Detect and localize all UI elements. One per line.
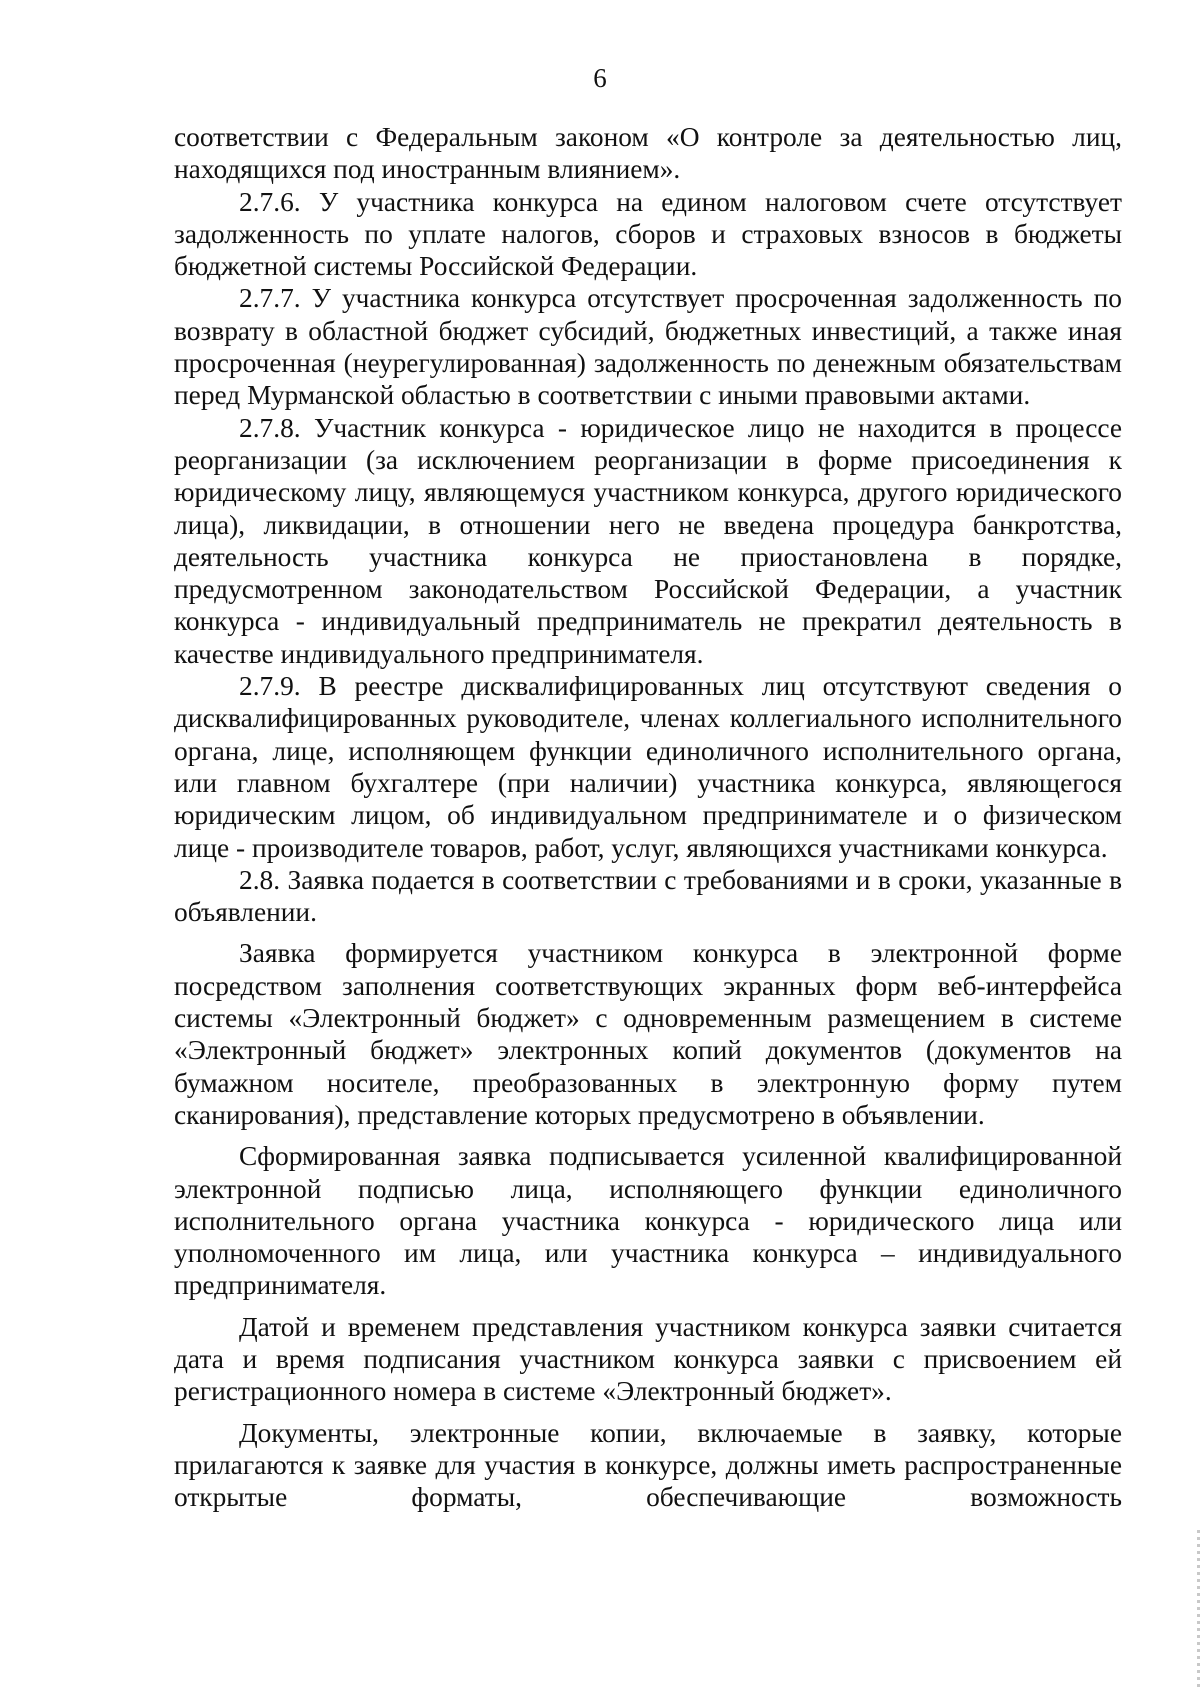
paragraph-intro-continuation: соответствии с Федеральным законом «О контроле за деятельностью лиц, находящихся под иностранным влиянием». <box>174 122 1122 185</box>
paragraph-2-7-9: 2.7.9. В реестре дисквалифицированных лиц отсутствуют сведения о дисквалифицированных руководителе, членах коллегиального исполнительного органа, лице, исполняющем функции единоличного исполнительного органа, или главном бухгалтере (при наличии) участника конкурса, являющегося юридическим лицом, об индивидуальном предпринимателе и о физическом лице - производителе товаров, работ, услуг, являющихся участниками конкурса. <box>174 671 1122 863</box>
paragraph-submission-date: Датой и временем представления участником конкурса заявки считается дата и время подписания участником конкурса заявки с присвоением ей регистрационного номера в системе «Электронный бюджет». <box>174 1311 1122 1407</box>
paragraph-2-8: 2.8. Заявка подается в соответствии с требованиями и в сроки, указанные в объявлении. <box>174 864 1122 928</box>
paragraph-document-formats: Документы, электронные копии, включаемые в заявку, которые прилагаются к заявке для участия в конкурсе, должны иметь распространенные открытые форматы, обеспечивающие возможность <box>174 1417 1122 1513</box>
document-body <box>174 121 1122 1513</box>
paragraph-application-formation: Заявка формируется участником конкурса в электронной форме посредством заполнения соответствующих экранных форм веб-интерфейса системы «Электронный бюджет» с одновременным размещением в системе «Электронный бюджет» электронных копий документов (документов на бумажном носителе, преобразованных в электронную форму путем сканирования), представление которых предусмотрено в объявлении. <box>174 938 1122 1130</box>
paragraph-2-7-6: 2.7.6. У участника конкурса на едином налоговом счете отсутствует задолженность по уплате налогов, сборов и страховых взносов в бюджеты бюджетной системы Российской Федерации. <box>174 186 1122 282</box>
paragraph-application-signature: Сформированная заявка подписывается усиленной квалифицированной электронной подписью лица, исполняющего функции единоличного исполнительного органа участника конкурса - юридического лица или уполномоченного им лица, или участника конкурса – индивидуального предпринимателя. <box>174 1141 1122 1301</box>
paragraph-2-7-8: 2.7.8. Участник конкурса - юридическое лицо не находится в процессе реорганизации (за исключением реорганизации в форме присоединения к юридическому лицу, являющемуся участником конкурса, другого юридического лица), ликвидации, в отношении него не введена процедура банкротства, деятельность участника конкурса не приостановлена в порядке, предусмотренном законодательством Российской Федерации, а участник конкурса - индивидуальный предприниматель не прекратил деятельность в качестве индивидуального предпринимателя. <box>174 412 1122 669</box>
page-number: 6 <box>593 63 607 93</box>
paragraph-2-7-7: 2.7.7. У участника конкурса отсутствует просроченная задолженность по возврату в областной бюджет субсидий, бюджетных инвестиций, а также иная просроченная (неурегулированная) задолженность по денежным обязательствам перед Мурманской областью в соответствии с иными правовыми актами. <box>174 283 1122 411</box>
